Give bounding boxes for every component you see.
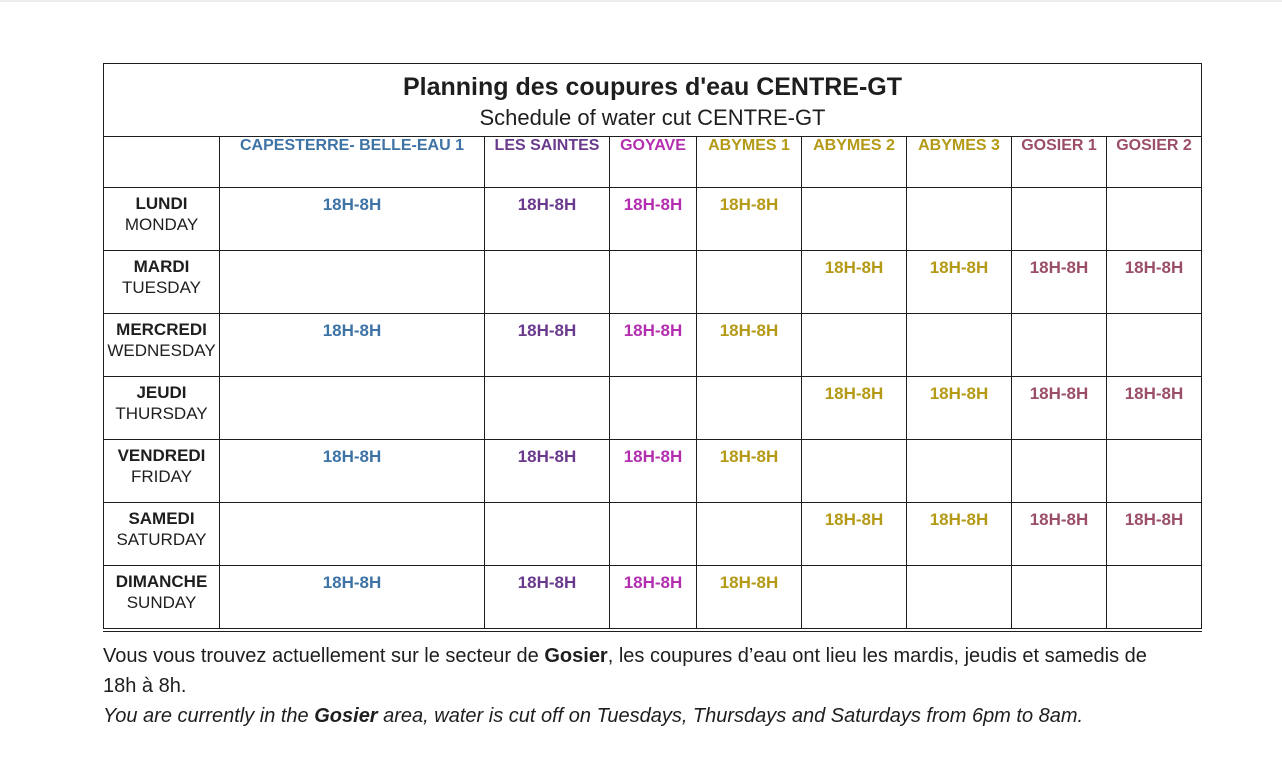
schedule-cell [485, 503, 610, 566]
day-name-fr: LUNDI [135, 194, 188, 213]
column-header: ABYMES 1 [697, 137, 802, 188]
note-en: You are currently in the Gosier area, water is cut off on Tuesdays, Thursdays and Saturdays from 6pm to 8am. [103, 705, 1084, 727]
column-header: ABYMES 2 [802, 137, 907, 188]
schedule-cell: 18H-8H [1107, 503, 1202, 566]
schedule-cell [697, 503, 802, 566]
schedule-title-cell [104, 64, 1202, 137]
sector-name-en: Gosier [314, 705, 378, 727]
day-name-fr: SAMEDI [128, 509, 195, 528]
header-row [104, 137, 1202, 188]
day-cell [104, 566, 220, 631]
column-header: ABYMES 3 [907, 137, 1012, 188]
schedule-cell: 18H-8H [697, 188, 802, 251]
schedule-cell [697, 251, 802, 314]
day-row [104, 251, 1202, 314]
schedule-cell [1107, 566, 1202, 631]
schedule-cell: 18H-8H [610, 314, 697, 377]
day-row [104, 314, 1202, 377]
column-header: GOSIER 1 [1012, 137, 1107, 188]
schedule-cell: 18H-8H [1012, 251, 1107, 314]
day-cell [104, 377, 220, 440]
schedule-cell [1107, 314, 1202, 377]
schedule-cell: 18H-8H [1107, 251, 1202, 314]
day-name-en: MONDAY [124, 215, 199, 234]
schedule-cell: 18H-8H [907, 251, 1012, 314]
schedule-cell [1012, 440, 1107, 503]
day-name-en: WEDNESDAY [107, 341, 216, 360]
day-cell [104, 251, 220, 314]
column-header: CAPESTERRE- BELLE-EAU 1 [220, 137, 485, 188]
column-header: LES SAINTES [485, 137, 610, 188]
day-cell [104, 188, 220, 251]
schedule-cell: 18H-8H [485, 440, 610, 503]
day-cell [104, 314, 220, 377]
schedule-table [103, 63, 1202, 632]
schedule-cell [1012, 566, 1107, 631]
schedule-cell: 18H-8H [485, 314, 610, 377]
page-top-border [0, 0, 1282, 2]
schedule-cell [1012, 314, 1107, 377]
schedule-cell: 18H-8H [610, 566, 697, 631]
schedule-cell [802, 188, 907, 251]
schedule-cell [610, 377, 697, 440]
schedule-cell: 18H-8H [907, 377, 1012, 440]
day-row [104, 566, 1202, 631]
schedule-cell: 18H-8H [1012, 377, 1107, 440]
schedule-title-fr: Planning des coupures d'eau CENTRE-GT [402, 73, 903, 101]
day-name-en: SUNDAY [126, 593, 197, 612]
schedule-cell [907, 440, 1012, 503]
day-row [104, 440, 1202, 503]
schedule-cell [1107, 188, 1202, 251]
schedule-cell [697, 377, 802, 440]
schedule-cell: 18H-8H [697, 566, 802, 631]
column-header: GOSIER 2 [1107, 137, 1202, 188]
schedule-cell: 18H-8H [802, 503, 907, 566]
schedule-cell [1012, 188, 1107, 251]
day-name-fr: MERCREDI [116, 320, 207, 339]
schedule-cell: 18H-8H [610, 188, 697, 251]
schedule-cell [485, 377, 610, 440]
schedule-cell [220, 503, 485, 566]
day-row [104, 503, 1202, 566]
schedule-cell: 18H-8H [697, 440, 802, 503]
sector-note [103, 641, 1183, 731]
schedule-cell [610, 251, 697, 314]
schedule-cell [485, 251, 610, 314]
day-cell [104, 440, 220, 503]
schedule-cell: 18H-8H [220, 566, 485, 631]
day-row [104, 377, 1202, 440]
schedule-cell: 18H-8H [907, 503, 1012, 566]
schedule-cell [802, 566, 907, 631]
day-name-en: TUESDAY [121, 278, 202, 297]
schedule-cell [610, 503, 697, 566]
schedule-title-en: Schedule of water cut CENTRE-GT [479, 105, 826, 130]
day-cell [104, 503, 220, 566]
day-name-en: FRIDAY [130, 467, 193, 486]
day-name-fr: MARDI [133, 257, 190, 276]
schedule-cell [907, 566, 1012, 631]
column-header: GOYAVE [610, 137, 697, 188]
note-fr: Vous vous trouvez actuellement sur le secteur de Gosier, les coupures d’eau ont lieu les mardis, jeudis et samedis de 18h à 8h. [103, 645, 1147, 697]
schedule-cell [220, 377, 485, 440]
schedule-cell: 18H-8H [220, 188, 485, 251]
day-name-en: SATURDAY [116, 530, 207, 549]
day-row [104, 188, 1202, 251]
day-name-fr: VENDREDI [117, 446, 206, 465]
sector-name-fr: Gosier [544, 645, 608, 667]
schedule-cell: 18H-8H [697, 314, 802, 377]
schedule-cell [802, 314, 907, 377]
schedule-cell [907, 314, 1012, 377]
day-name-fr: DIMANCHE [115, 572, 208, 591]
schedule-cell: 18H-8H [610, 440, 697, 503]
schedule-cell: 18H-8H [485, 566, 610, 631]
schedule-cell [907, 188, 1012, 251]
schedule-cell [1107, 440, 1202, 503]
schedule-cell: 18H-8H [1012, 503, 1107, 566]
day-name-en: THURSDAY [115, 404, 208, 423]
schedule-cell: 18H-8H [802, 251, 907, 314]
day-name-fr: JEUDI [136, 383, 187, 402]
schedule-cell: 18H-8H [485, 188, 610, 251]
schedule-cell: 18H-8H [1107, 377, 1202, 440]
schedule-cell [802, 440, 907, 503]
schedule-cell: 18H-8H [802, 377, 907, 440]
header-corner-cell [104, 137, 220, 188]
schedule-cell: 18H-8H [220, 440, 485, 503]
schedule-cell [220, 251, 485, 314]
schedule-cell: 18H-8H [220, 314, 485, 377]
